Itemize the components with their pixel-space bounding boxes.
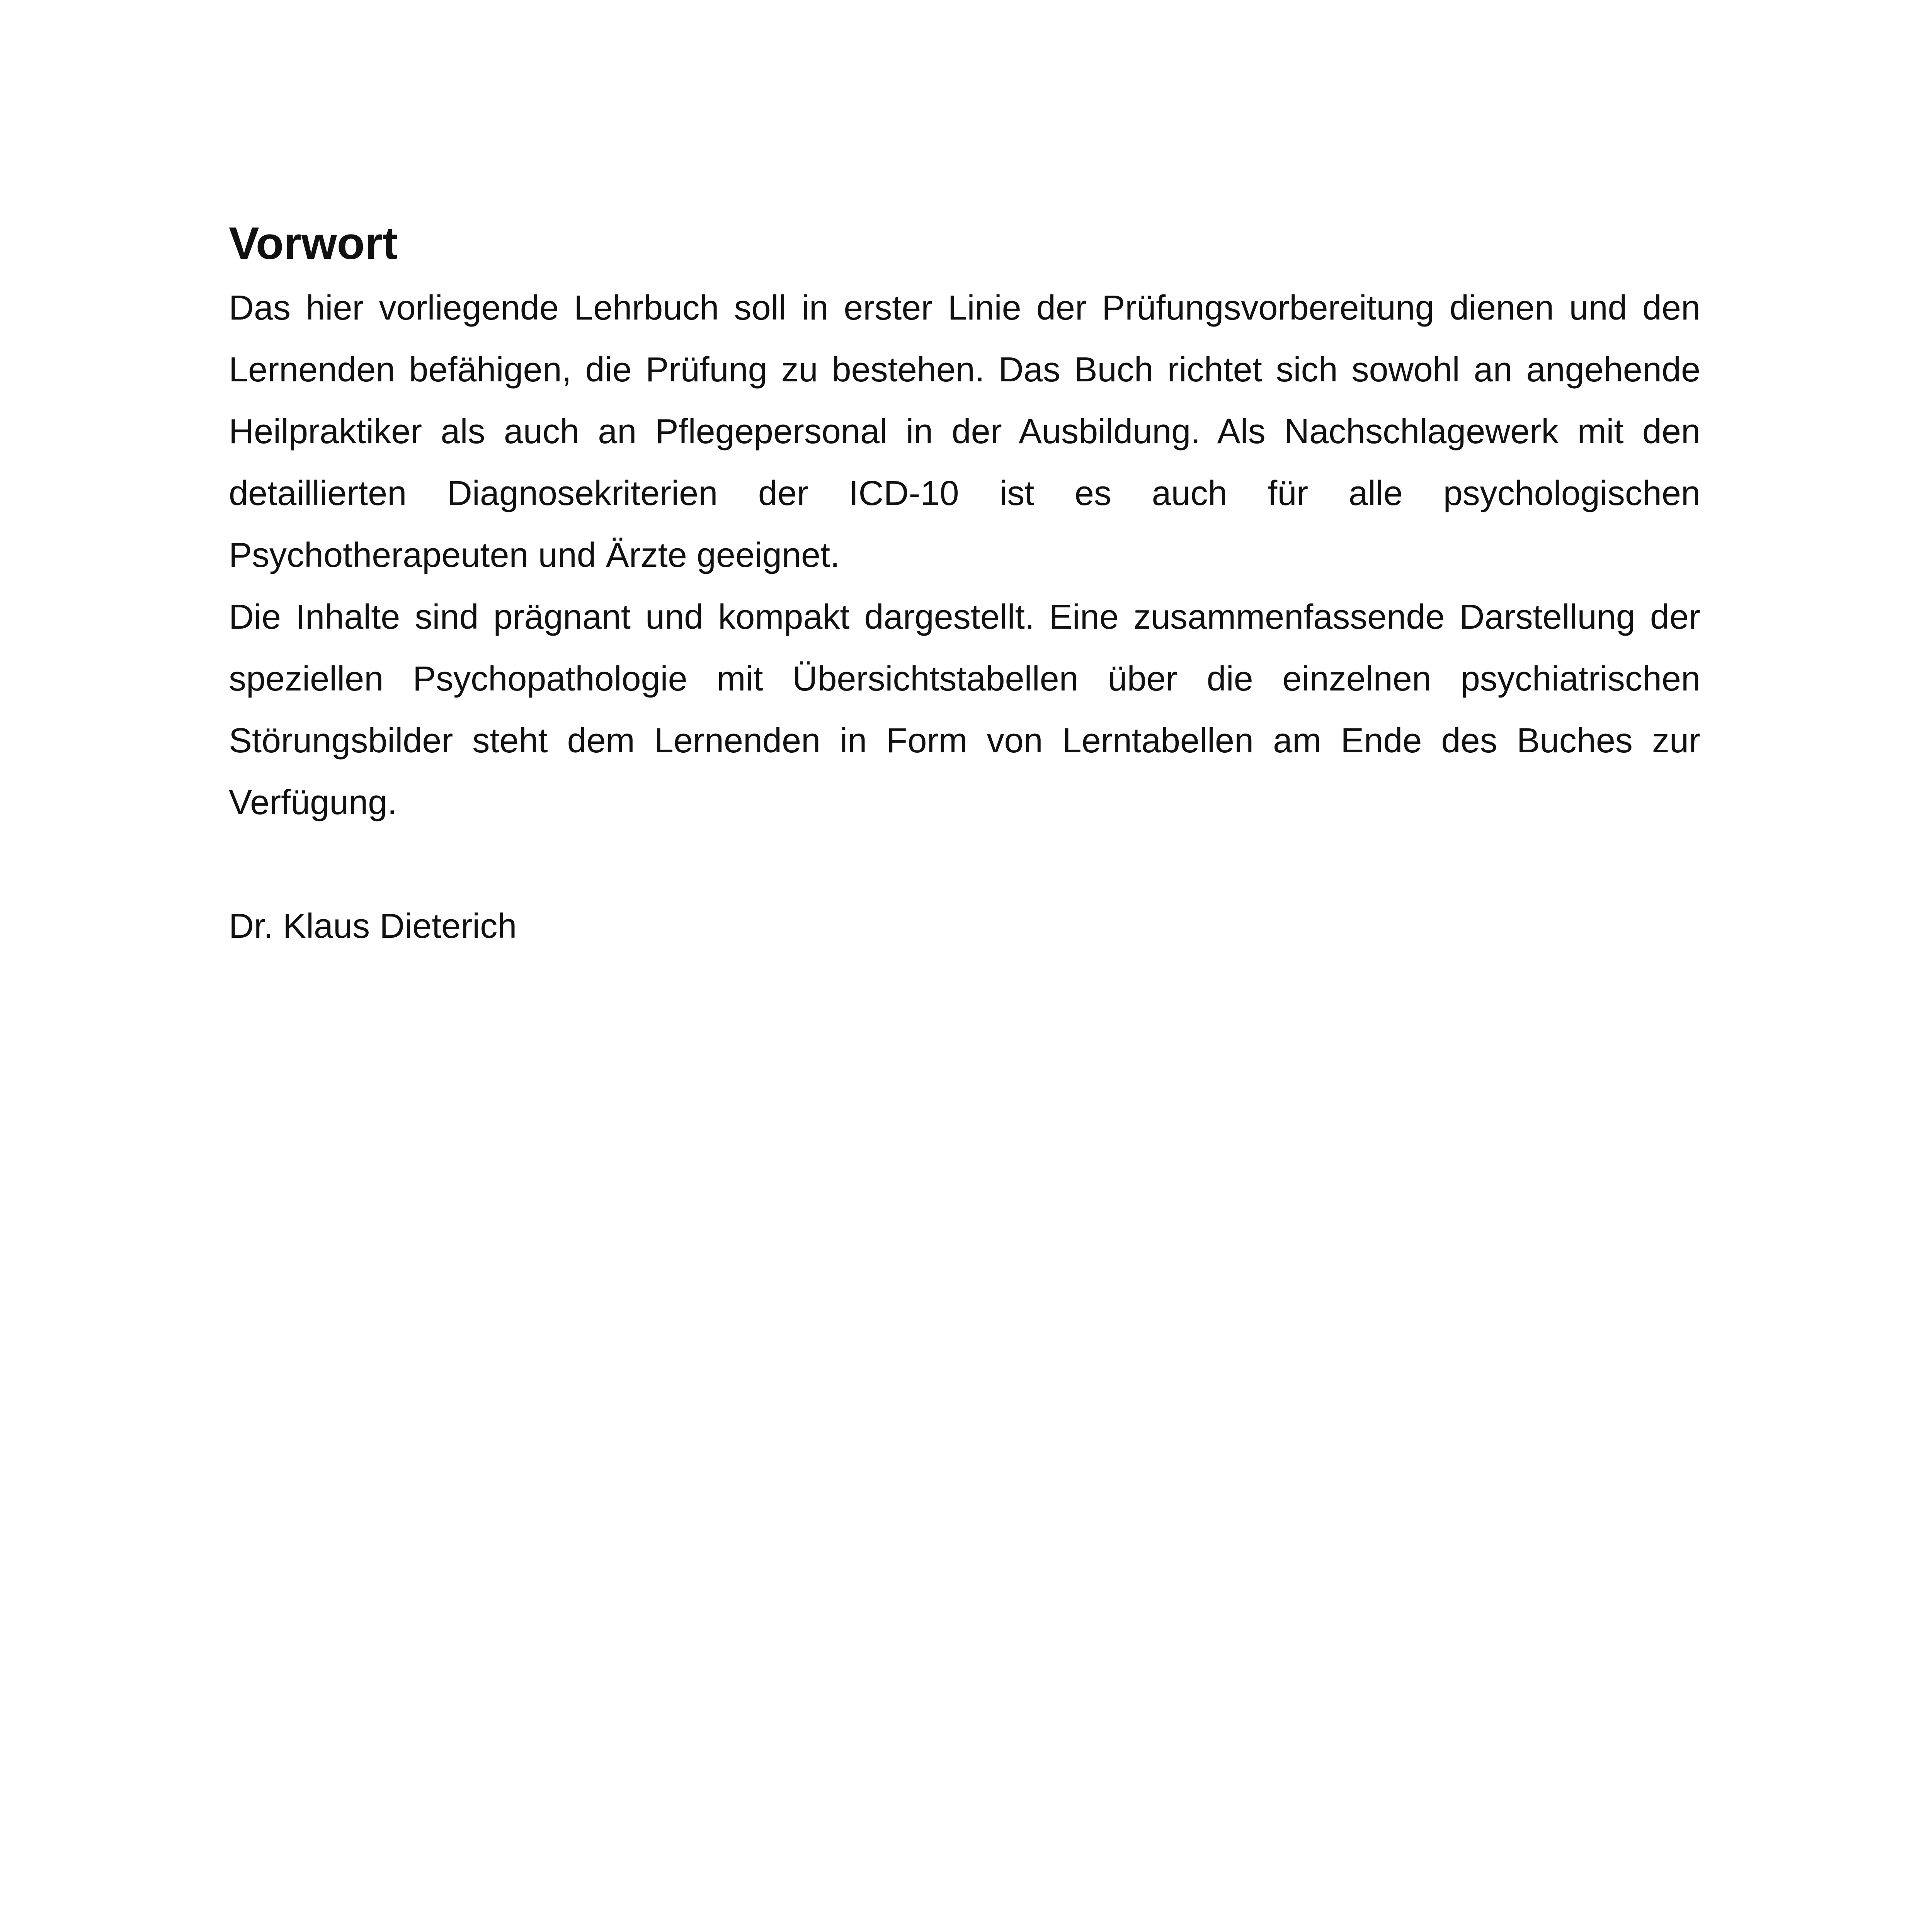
paragraph-1: Das hier vorliegende Lehrbuch soll in erster Linie der Prüfungsvorbereitung dienen und den Lernenden befähigen, die Prüfung zu bestehen. Das Buch richtet sich sowohl an angehende Heilpraktiker als auch an Pflegepersonal in der Ausbildung. Als Nachschlagewerk mit den detaillierten Diagnosekriterien der ICD-10 ist es auch für alle psychologischen Psychotherapeuten und Ärzte geeignet. bbox=[229, 289, 1700, 575]
page-heading: Vorwort bbox=[229, 218, 398, 269]
author-signature: Dr. Klaus Dieterich bbox=[229, 907, 517, 946]
page-content bbox=[229, 214, 1700, 957]
paragraph-2: Die Inhalte sind prägnant und kompakt dargestellt. Eine zusammenfassende Darstellung der speziellen Psychopathologie mit Übersichtstabellen über die einzelnen psychiatrischen Störungsbilder steht dem Lernenden in Form von Lerntabellen am Ende des Buches zur Verfügung. bbox=[229, 598, 1700, 822]
